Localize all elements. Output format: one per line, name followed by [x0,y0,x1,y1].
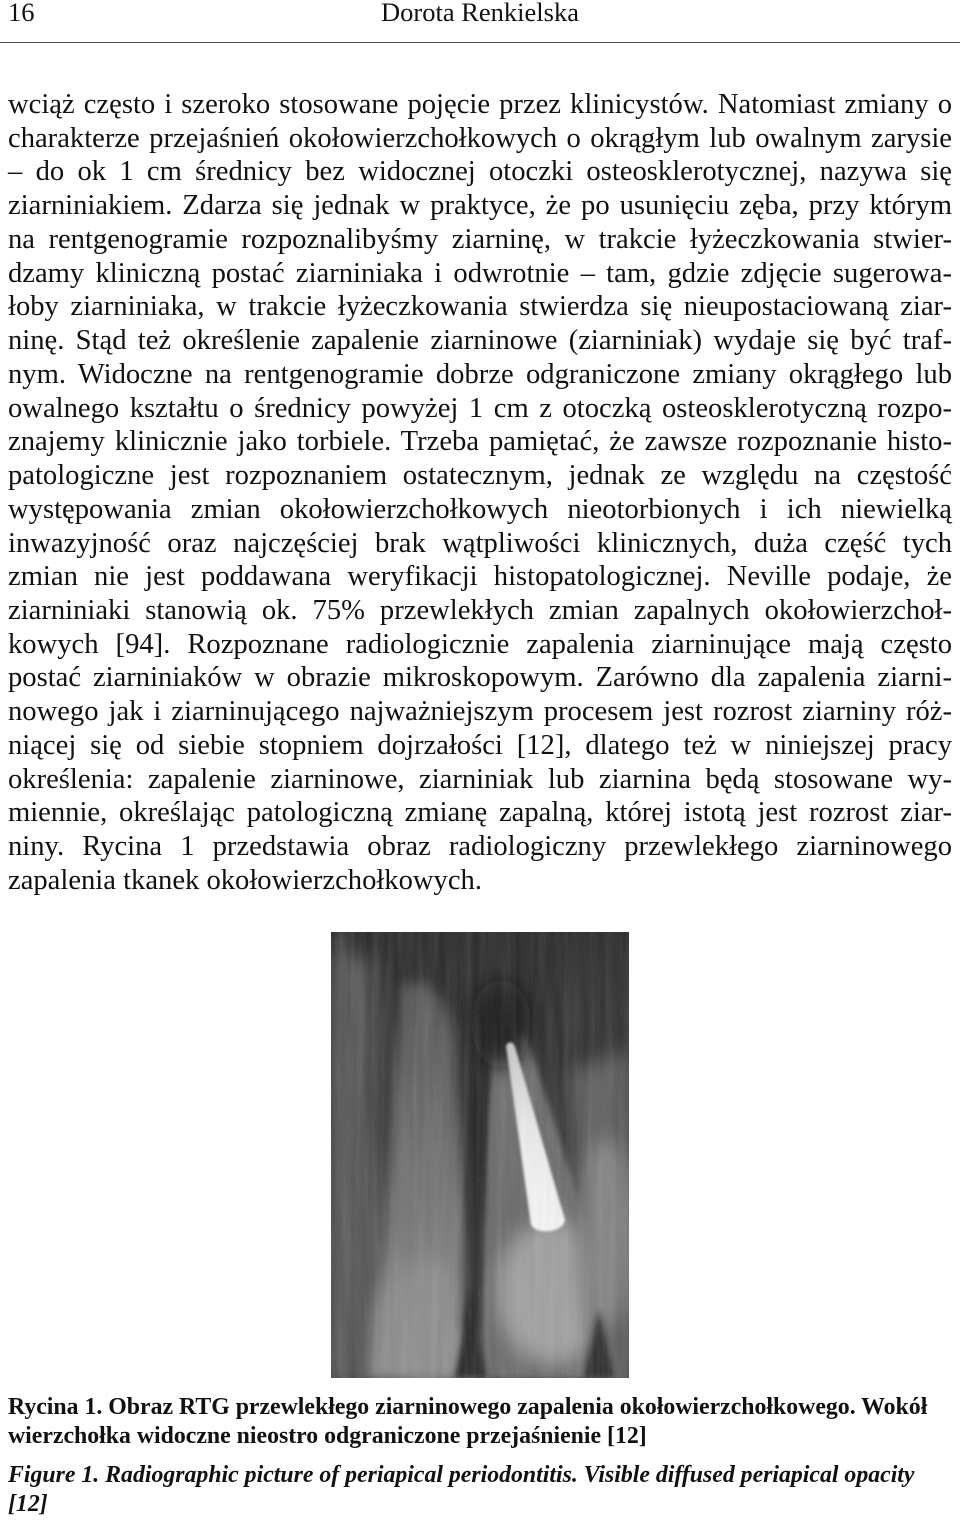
body-text-line: – do ok 1 cm średnicy bez widocznej otoczki osteosklerotycznej, nazywa się [8,156,952,188]
body-text-line: nowego jak i ziarninującego najważniejszym procesem jest rozrost ziarniny róż- [8,696,952,728]
radiograph-image [331,932,629,1378]
body-text-line: zmian nie jest poddawana weryfikacji histopatologicznej. Neville podaje, że [8,561,952,593]
body-text-line: ziarniniakiem. Zdarza się jednak w praktyce, że po usunięciu zęba, przy którym [8,190,952,222]
body-text-line: niącej się od siebie stopniem dojrzałości [12], dlatego też w niniejszej pracy [8,729,952,761]
body-text-line: dzamy kliniczną postać ziarniniaka i odwrotnie – tam, gdzie zdjęcie sugerowa- [8,257,952,289]
figure-caption-english [8,1461,952,1518]
figure-caption-polish [8,1393,952,1450]
body-text-line: niny. Rycina 1 przedstawia obraz radiologiczny przewlekłego ziarninowego [8,831,952,863]
caption-line: Figure 1. Radiographic picture of periapical periodontitis. Visible diffused periapical opacity [8,1462,915,1488]
header-rule [0,42,960,43]
caption-line: [12] [8,1490,48,1517]
body-text-line: znajemy klinicznie jako torbiele. Trzeba pamiętać, że zawsze rozpoznanie histo- [8,426,952,458]
body-text-line: charakterze przejaśnień okołowierzchołkowych o okrągłym lub owalnym zarysie [8,122,952,154]
body-text-line: wciąż często i szeroko stosowane pojęcie przez klinicystów. Natomiast zmiany o [8,89,952,120]
body-paragraph [8,88,952,898]
body-text-line: kowych [94]. Rozpoznane radiologicznie zapalenia ziarninujące mają często [8,628,952,660]
radiograph-figure [331,932,629,1378]
body-text-line: owalnego kształtu o średnicy powyżej 1 cm z otoczką osteosklerotyczną rozpo- [8,392,952,424]
body-text-line: postać ziarniniaków w obrazie mikroskopowym. Zarówno dla zapalenia ziarni- [8,662,952,694]
body-text-line: patologiczne jest rozpoznaniem ostatecznym, jednak ze względu na częstość [8,460,952,492]
body-text-line: występowania zmian okołowierzchołkowych nieotorbionych i ich niewielką [8,493,952,525]
body-text-line: ziarniniaki stanowią ok. 75% przewlekłych zmian zapalnych okołowierzchoł- [8,595,952,627]
page-number: 16 [8,0,35,27]
body-text-line: inwazyjność oraz najczęściej brak wątpliwości klinicznych, duża część tych [8,527,952,559]
body-text-line: łoby ziarniniaka, w trakcie łyżeczkowania stwierdza się nieupostaciowaną ziar- [8,291,952,323]
body-text-line: określenia: zapalenie ziarninowe, ziarniniak lub ziarnina będą stosowane wy- [8,763,952,795]
body-text-line: zapalenia tkanek okołowierzchołkowych. [8,864,482,896]
body-text-line: nym. Widoczne na rentgenogramie dobrze odgraniczone zmiany okrągłego lub [8,358,952,390]
running-head-author: Dorota Renkielska [381,0,579,27]
body-text-line: miennie, określając patologiczną zmianę zapalną, której istotą jest rozrost ziar- [8,797,952,829]
body-text-line: na rentgenogramie rozpoznalibyśmy ziarninę, w trakcie łyżeczkowania stwier- [8,223,952,255]
caption-line: wierzchołka widoczne nieostro odgraniczone przejaśnienie [12] [8,1422,647,1449]
caption-line: Rycina 1. Obraz RTG przewlekłego ziarninowego zapalenia okołowierzchołkowego. Wokół [8,1394,928,1420]
body-text-line: ninę. Stąd też określenie zapalenie ziarninowe (ziarniniak) wydaje się być traf- [8,325,952,357]
